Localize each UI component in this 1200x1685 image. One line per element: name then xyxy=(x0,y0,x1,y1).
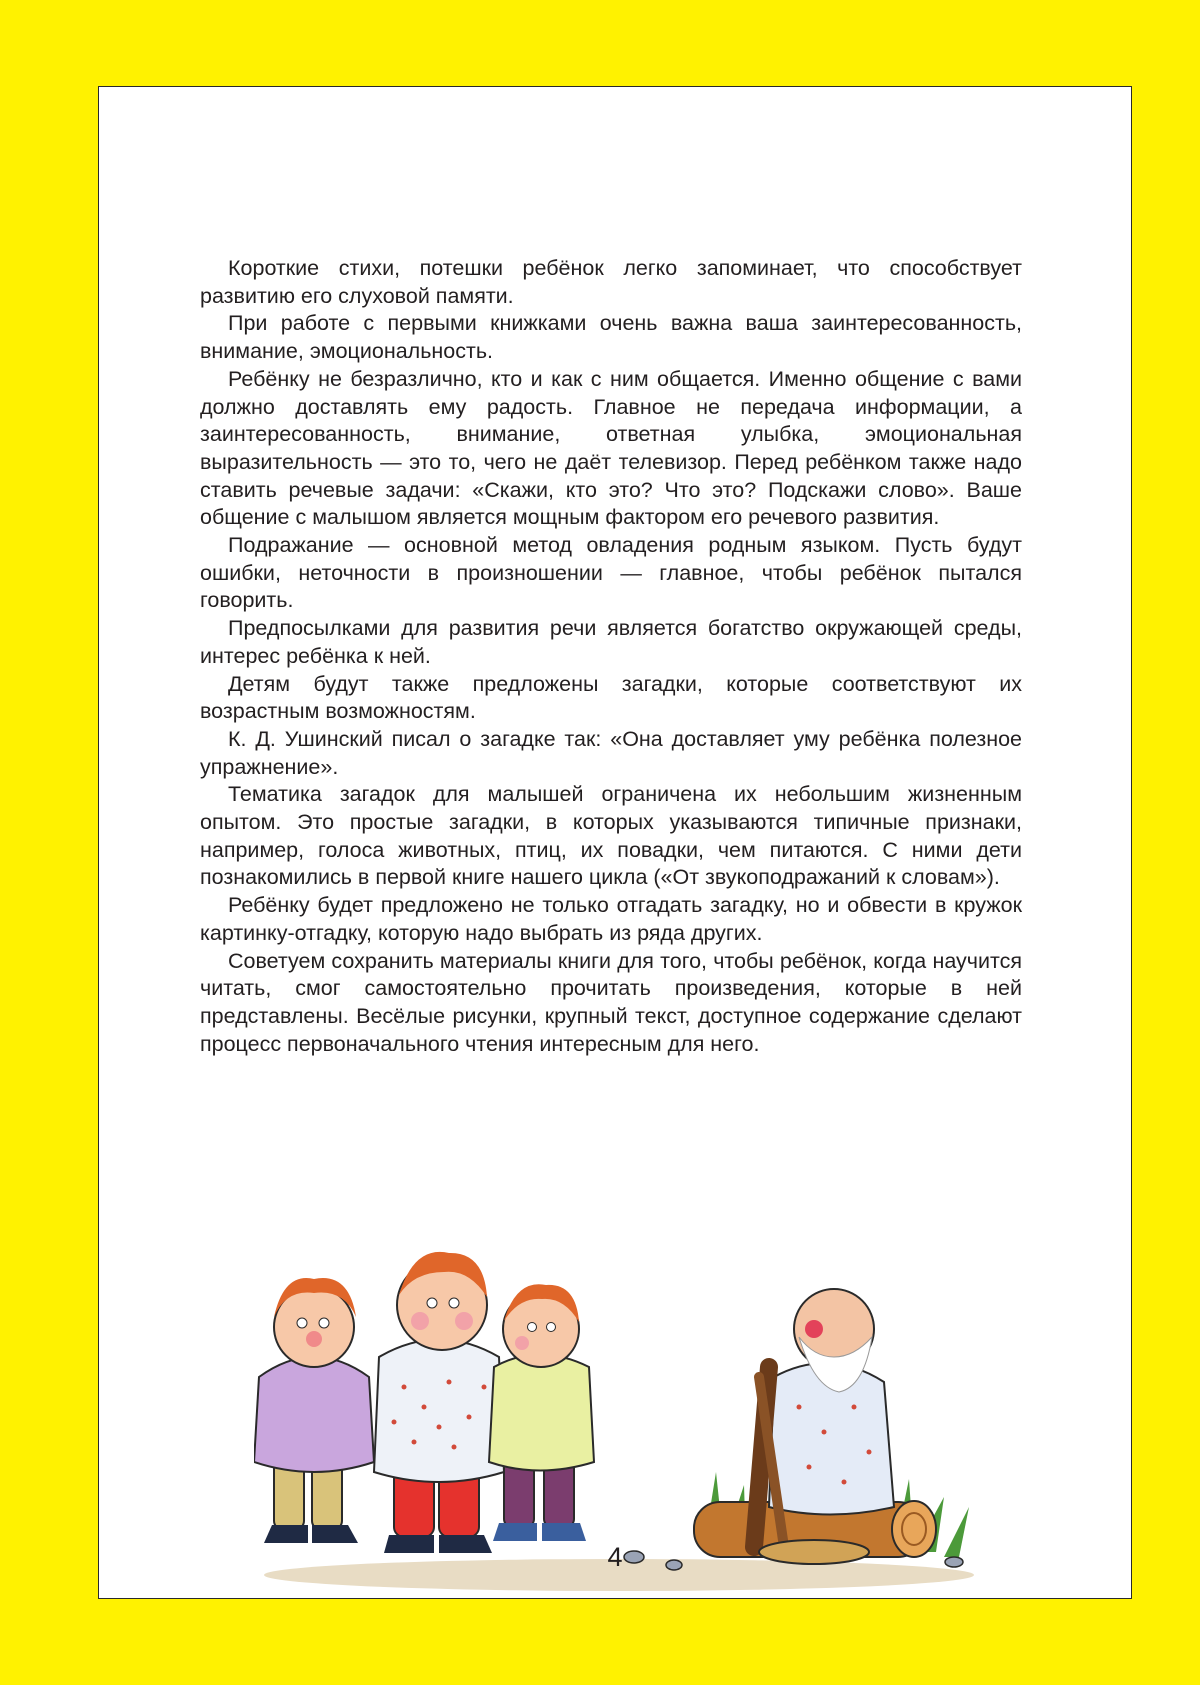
paragraph: Подражание — основной метод овладения родным языком. Пусть будут ошибки, неточности в произношении — главное, чтобы ребёнок пытался говорить. xyxy=(200,533,1022,613)
paragraph: Короткие стихи, потешки ребёнок легко запоминает, что способствует развитию его слуховой памяти. xyxy=(200,256,1022,308)
paragraph: Тематика загадок для малышей ограничена их небольшим жизненным опытом. Это простые загадки, в которых указываются типичные признаки, например, голоса животных, птиц, их повадки, чем питаются. С ними дети познакомились в первой книге нашего цикла («От звукоподражаний к словам»). xyxy=(200,782,1022,890)
paragraph: При работе с первыми книжками очень важна ваша заинтересованность, внимание, эмоциональность. xyxy=(200,311,1022,364)
page-number: 4 xyxy=(607,1542,623,1572)
three-boys-and-old-man-illustration xyxy=(254,1217,984,1597)
paragraph: Предпосылками для развития речи является богатство окружающей среды, интерес ребёнка к ней. xyxy=(200,616,1022,668)
boy-polka-dot-shirt xyxy=(374,1252,504,1553)
paragraph: Детям будут также предложены загадки, которые соответствуют их возрастным возможностям. xyxy=(200,671,1022,724)
boy-purple-shirt xyxy=(254,1278,374,1543)
book-page xyxy=(98,86,1132,1599)
paragraph: К. Д. Ушинский писал о загадке так: «Она доставляет уму ребёнка полезное упражнение». xyxy=(200,726,1022,779)
paragraph: Ребёнку не безразлично, кто и как с ним общается. Именно общение с вами должно доставлять ему радость. Главное не передача информации, а заинтересованность, внимание, ответная улыбка, эмоциональная выразительность — это то, чего не даёт телевизор. Перед ребёнком также надо ставить речевые задачи: «Скажи, кто это? Что это? Подскажи слово». Ваше общение с малышом является мощным фактором его речевого развития. xyxy=(200,366,1022,530)
boy-yellow-shirt xyxy=(489,1284,594,1541)
body-text xyxy=(200,255,1022,1058)
paragraph: Советуем сохранить материалы книги для того, чтобы ребёнок, когда научится читать, смог самостоятельно прочитать произведения, которые в ней представлены. Весёлые рисунки, крупный текст, доступное содержание сделают процесс первоначального чтения интересным для него. xyxy=(200,948,1022,1056)
paragraph: Ребёнку будет предложено не только отгадать загадку, но и обвести в кружок картинку-отгадку, которую надо выбрать из ряда других. xyxy=(200,893,1022,945)
